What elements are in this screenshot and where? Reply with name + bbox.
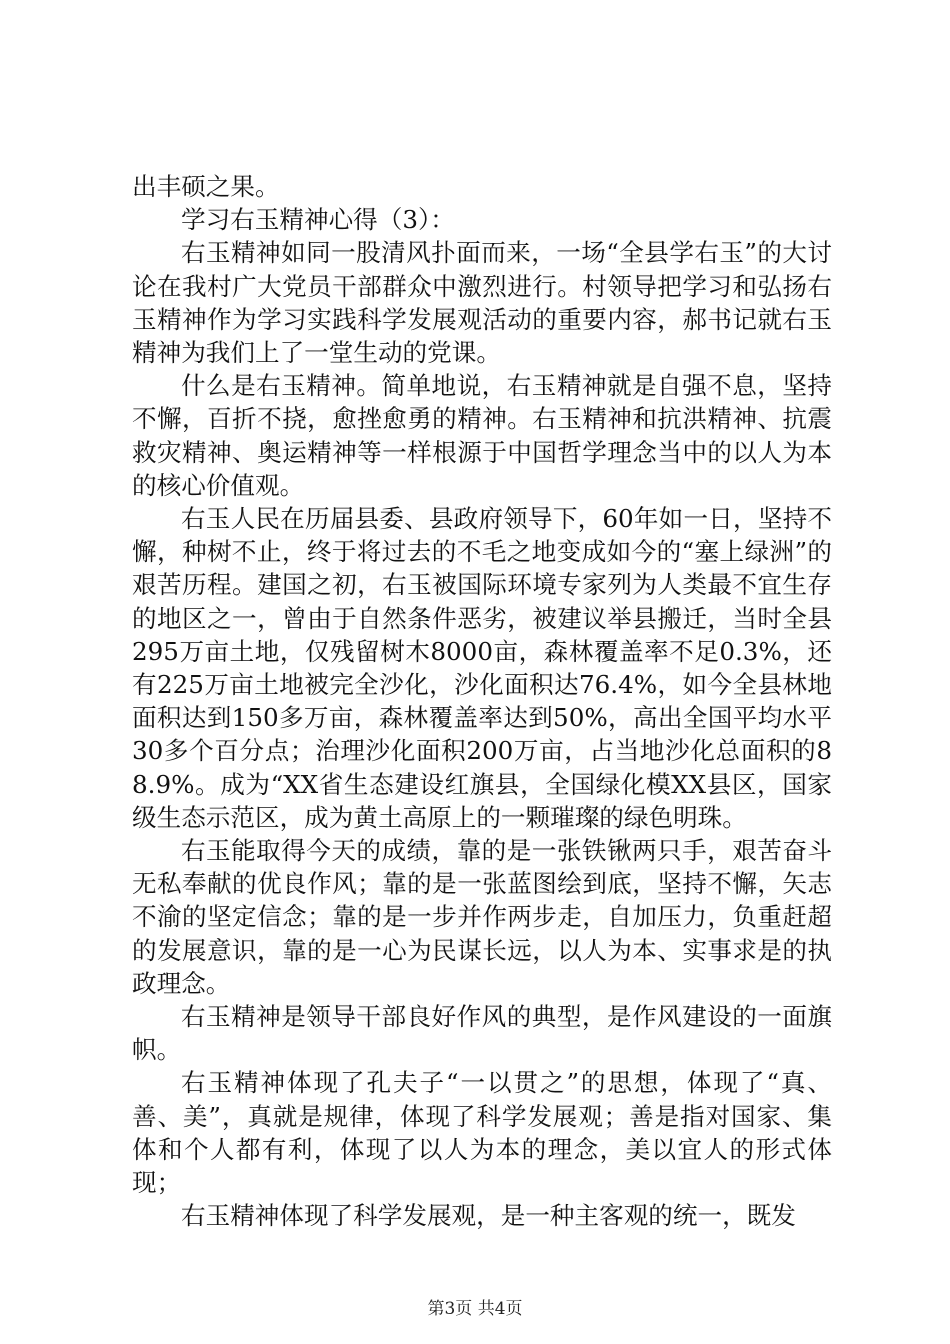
paragraph: 右玉精神体现了科学发展观，是一种主客观的统一，既发 [181,1201,796,1231]
page-number: 第3页 [427,1299,473,1319]
page-footer [0,1298,950,1320]
paragraph: 右玉人民在历届县委、县政府领导下，60年如一日，坚持不懈，种树不止，终于将过去的不毛之地变成如今的“塞上绿洲”的艰苦历程。建国之初，右玉被国际环境专家列为人类最不宜生存的地区之一，曾由于自然条件恶劣，被建议举县搬迁，当时全县295万亩土地，仅残留树木8000亩，森林覆盖率不足0.3%，还有225万亩土地被完全沙化，沙化面积达76.4%，如今全县林地面积达到150多万亩，森林覆盖率达到50%，高出全国平均水平30多个百分点；治理沙化面积200万亩，占当地沙化总面积的88.9%。成为“XX省生态建设红旗县，全国绿化模XX县区，国家级生态示范区，成为黄土高原上的一颗璀璨的绿色明珠。 [132,504,832,832]
paragraph: 什么是右玉精神。简单地说，右玉精神就是自强不息，坚持不懈，百折不挠，愈挫愈勇的精神。右玉精神和抗洪精神、抗震救灾精神、奥运精神等一样根源于中国哲学理念当中的以人为本的核心价值观。 [132,371,832,500]
paragraph: 右玉能取得今天的成绩，靠的是一张铁锹两只手，艰苦奋斗无私奉献的优良作风；靠的是一张蓝图绘到底，坚持不懈，矢志不渝的坚定信念；靠的是一步并作两步走，自加压力，负重赶超的发展意识，靠的是一心为民谋长远，以人为本、实事求是的执政理念。 [132,836,832,998]
page-total: 共4页 [477,1299,523,1319]
paragraph: 出丰硕之果。 [132,172,280,201]
paragraph: 右玉精神是领导干部良好作风的典型，是作风建设的一面旗帜。 [132,1002,832,1065]
paragraph: 右玉精神体现了孔夫子“一以贯之”的思想，体现了“真、善、美”，真就是规律，体现了科学发展观；善是指对国家、集体和个人都有利，体现了以人为本的理念，美以宜人的形式体现； [132,1068,832,1198]
section-heading: 学习右玉精神心得（3）： [181,205,455,235]
paragraph: 右玉精神如同一股清风扑面而来，一场“全县学右玉”的大讨论在我村广大党员干部群众中激烈进行。村领导把学习和弘扬右玉精神作为学习实践科学发展观活动的重要内容，郝书记就右玉精神为我们上了一堂生动的党课。 [132,238,832,368]
document-body [132,170,832,1233]
